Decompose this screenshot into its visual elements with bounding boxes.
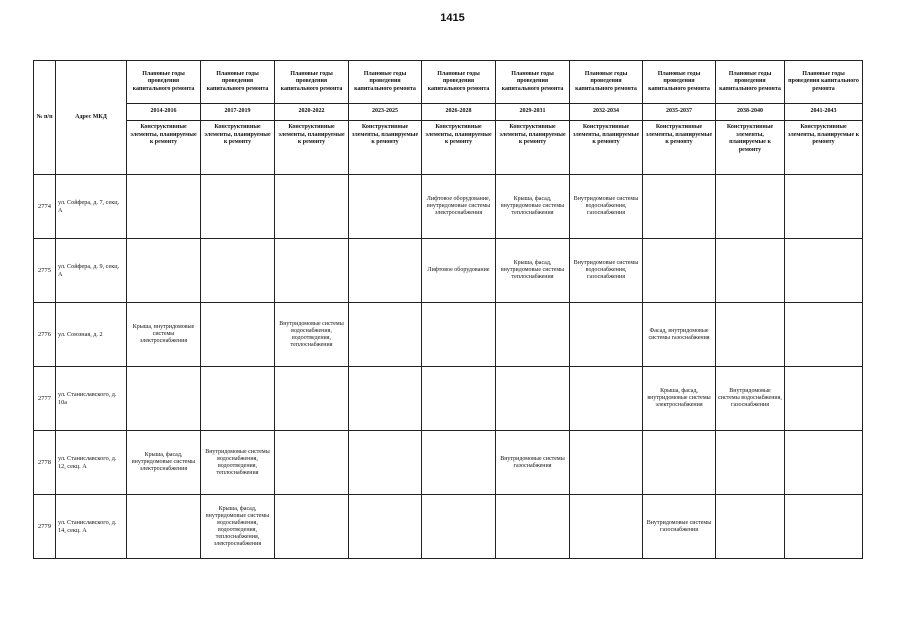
period-header: Плановые годы проведения капитального ремонта [275,61,349,104]
repair-cell [716,495,785,559]
repair-cell [496,495,570,559]
table-row [34,239,863,303]
repair-cell: Внутридомовые системы водоснабжения, водоотведения, теплоснабжения [201,431,275,495]
period-header: Плановые годы проведения капитального ремонта [643,61,716,104]
elements-header: Конструктивные элементы, планируемые к ремонту [785,121,863,175]
period-header: Плановые годы проведения капитального ремонта [785,61,863,104]
row-number: 2778 [34,431,56,495]
year-range-header: 2041-2043 [785,104,863,121]
row-number: 2775 [34,239,56,303]
year-range-header: 2035-2037 [643,104,716,121]
repair-cell [349,495,422,559]
year-range-header: 2038-2040 [716,104,785,121]
column-header-address: Адрес МКД [56,61,127,175]
period-header: Плановые годы проведения капитального ремонта [127,61,201,104]
year-range-header: 2026-2028 [422,104,496,121]
repair-cell [275,367,349,431]
capital-repair-schedule-table [33,60,863,559]
repair-cell: Крыша, фасад, внутридомовые системы электроснабжения [643,367,716,431]
repair-cell [785,431,863,495]
repair-cell [422,495,496,559]
repair-cell [201,239,275,303]
table-row [34,367,863,431]
repair-cell [570,431,643,495]
elements-header: Конструктивные элементы, планируемые к ремонту [496,121,570,175]
repair-cell [422,303,496,367]
repair-cell [127,367,201,431]
repair-cell [422,367,496,431]
repair-cell [570,495,643,559]
period-header: Плановые годы проведения капитального ремонта [349,61,422,104]
repair-cell [127,175,201,239]
repair-cell: Внутридомовые системы водоснабжения, газоснабжения [570,239,643,303]
repair-cell: Крыша, фасад, внутридомовые системы теплоснабжения [496,239,570,303]
repair-cell [349,303,422,367]
page-number: 1415 [440,12,465,24]
repair-cell [643,239,716,303]
period-header: Плановые годы проведения капитального ремонта [496,61,570,104]
repair-cell: Внутридомовые системы газоснабжения [643,495,716,559]
building-address: ул. Сойфера, д. 7, секц. А [56,175,127,239]
repair-cell: Фасад, внутридомовые системы газоснабжения [643,303,716,367]
repair-cell [716,431,785,495]
elements-header: Конструктивные элементы, планируемые к ремонту [275,121,349,175]
repair-cell [785,303,863,367]
repair-cell: Крыша, внутридомовые системы электроснабжения [127,303,201,367]
year-range-header: 2029-2031 [496,104,570,121]
repair-cell [127,239,201,303]
repair-cell [275,431,349,495]
year-range-header: 2017-2019 [201,104,275,121]
period-header: Плановые годы проведения капитального ремонта [716,61,785,104]
row-number: 2774 [34,175,56,239]
elements-header: Конструктивные элементы, планируемые к ремонту [422,121,496,175]
repair-cell [275,495,349,559]
repair-cell [349,431,422,495]
elements-header: Конструктивные элементы, планируемые к ремонту [570,121,643,175]
year-range-header: 2020-2022 [275,104,349,121]
repair-cell: Лифтовое оборудование [422,239,496,303]
elements-header: Конструктивные элементы, планируемые к ремонту [349,121,422,175]
repair-cell [201,303,275,367]
repair-cell: Внутридомовые системы водоснабжения, газоснабжения [570,175,643,239]
repair-cell [349,175,422,239]
column-header-number: № п/п [34,61,56,175]
elements-header: Конструктивные элементы, планируемые к ремонту [643,121,716,175]
repair-cell [127,495,201,559]
repair-cell [643,175,716,239]
repair-cell [422,431,496,495]
repair-cell [275,239,349,303]
repair-cell: Крыша, фасад, внутридомовые системы теплоснабжения [496,175,570,239]
period-header: Плановые годы проведения капитального ремонта [422,61,496,104]
period-header: Плановые годы проведения капитального ремонта [570,61,643,104]
repair-cell: Внутридомовые системы водоснабжения, водоотведения, теплоснабжения [275,303,349,367]
repair-cell [349,367,422,431]
elements-header: Конструктивные элементы, планируемые к ремонту [716,121,785,175]
table-row [34,431,863,495]
building-address: ул. Станиславского, д. 12, секц. А [56,431,127,495]
building-address: ул. Сойфера, д. 9, секц. А [56,239,127,303]
building-address: ул. Союзная, д. 2 [56,303,127,367]
repair-cell [716,175,785,239]
repair-cell [570,303,643,367]
elements-header: Конструктивные элементы, планируемые к ремонту [127,121,201,175]
repair-cell: Внутридомовые системы газоснабжения [496,431,570,495]
elements-header: Конструктивные элементы, планируемые к ремонту [201,121,275,175]
repair-cell [785,175,863,239]
repair-cell [785,367,863,431]
repair-cell [496,367,570,431]
repair-cell: Внутридомовые системы водоснабжения, газоснабжения [716,367,785,431]
table-row [34,495,863,559]
repair-cell [716,239,785,303]
repair-cell [275,175,349,239]
table-row [34,303,863,367]
repair-cell [201,367,275,431]
row-number: 2779 [34,495,56,559]
building-address: ул. Станиславского, д. 10а [56,367,127,431]
repair-cell [643,431,716,495]
repair-cell [349,239,422,303]
repair-cell [496,303,570,367]
year-range-header: 2023-2025 [349,104,422,121]
repair-cell [201,175,275,239]
repair-cell [785,495,863,559]
repair-cell: Лифтовое оборудование, внутридомовые системы электроснабжения [422,175,496,239]
period-header: Плановые годы проведения капитального ремонта [201,61,275,104]
repair-cell [785,239,863,303]
repair-cell: Крыша, фасад, внутридомовые системы водоснабжения, водоотведения, теплоснабжения, электроснабжения [201,495,275,559]
repair-cell [716,303,785,367]
row-number: 2776 [34,303,56,367]
table-row [34,175,863,239]
year-range-header: 2014-2016 [127,104,201,121]
building-address: ул. Станиславского, д. 14, секц. А [56,495,127,559]
repair-cell: Крыша, фасад, внутридомовые системы электроснабжения [127,431,201,495]
year-range-header: 2032-2034 [570,104,643,121]
repair-cell [570,367,643,431]
row-number: 2777 [34,367,56,431]
